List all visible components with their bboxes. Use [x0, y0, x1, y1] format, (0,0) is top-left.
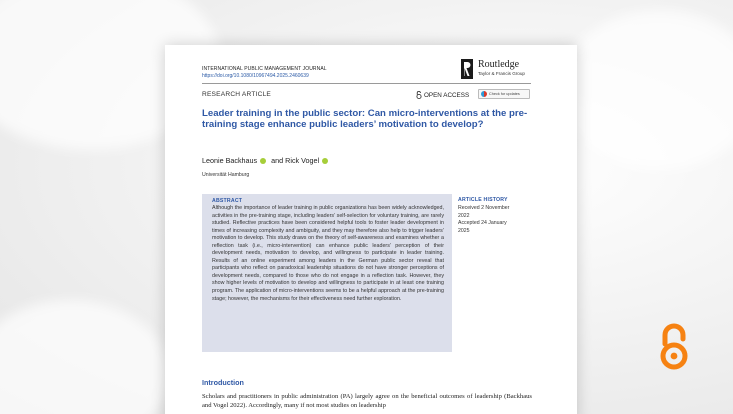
open-access-lock-icon [416, 91, 422, 99]
abstract-text: Although the importance of leader training in public organizations has been widely acknowledged, activities in the pre-training stage, including leaders’ self-selection for voluntary training, are rarely studied. Reflective practices have been considered helpful tools to foster leader development in times of increasing complexity and ambiguity, and they may therefore also help to trigger leaders’ motivation to develop. This study draws on the theory of self-awareness and examines whether a reflection task (i.e., micro-intervention) can enhance public leaders’ perception of their development needs, motivation to develop, and willingness to participate in leader training. Results of an online experiment among leaders in the German public sector reveal that participants who reflect on paradoxical leadership situations do not have stronger perceptions of development needs, compared to those who do not engage in a reflection task. However, they show higher levels of motivation to develop and willingness to participate in at least one training program. The application of micro-interventions seems to be a helpful approach at the pre-training stage; however, the mechanisms for their effectiveness need further exploration. [212, 205, 444, 302]
affiliation: Universität Hamburg [202, 172, 250, 178]
introduction-heading: Introduction [202, 378, 244, 387]
publisher-name: Routledge [478, 59, 520, 70]
background-blob [560, 10, 733, 170]
article-history [458, 197, 532, 235]
received-label: Received 2 November [458, 205, 510, 211]
author-name[interactable]: Leonie Backhaus [202, 156, 258, 165]
journal-name: INTERNATIONAL PUBLIC MANAGEMENT JOURNAL [202, 66, 327, 72]
author-name[interactable]: Rick Vogel [285, 156, 320, 165]
check-updates-label: Check for updates [489, 92, 520, 96]
orcid-icon[interactable] [322, 158, 328, 164]
orcid-icon[interactable] [260, 158, 266, 164]
publisher-logo [461, 58, 533, 80]
crossmark-icon [481, 91, 487, 97]
doi-link[interactable]: https://doi.org/10.1080/10967494.2025.2460639 [202, 73, 309, 79]
article-title: Leader training in the public sector: Can micro-interventions at the pre-training stage enhance public leaders’ motivation to develop? [202, 108, 528, 131]
paper-page [165, 45, 577, 414]
accepted-year: 2025 [458, 227, 470, 234]
check-updates-button[interactable] [478, 89, 530, 99]
introduction-text: Scholars and practitioners in public administration (PA) largely agree on the beneficial outcomes of leadership (Backhaus and Vogel 2022). Accordingly, many if not most studies on leadership [202, 393, 532, 409]
open-access-logo-icon [657, 322, 691, 372]
history-heading: ARTICLE HISTORY [458, 197, 508, 203]
header-divider [202, 83, 531, 84]
publisher-subtitle: Taylor & Francis Group [478, 71, 525, 76]
open-access-badge [416, 91, 469, 99]
background-blob [0, 300, 170, 414]
routledge-icon [461, 59, 473, 79]
abstract-heading: ABSTRACT [212, 198, 243, 204]
accepted-label: Accepted 24 January [458, 220, 507, 227]
received-year: 2022 [458, 212, 470, 219]
open-access-label: OPEN ACCESS [424, 91, 470, 99]
abstract-box [202, 194, 452, 352]
author-conjunction: and [271, 156, 284, 165]
author-list [202, 156, 331, 165]
article-type: RESEARCH ARTICLE [202, 91, 272, 98]
